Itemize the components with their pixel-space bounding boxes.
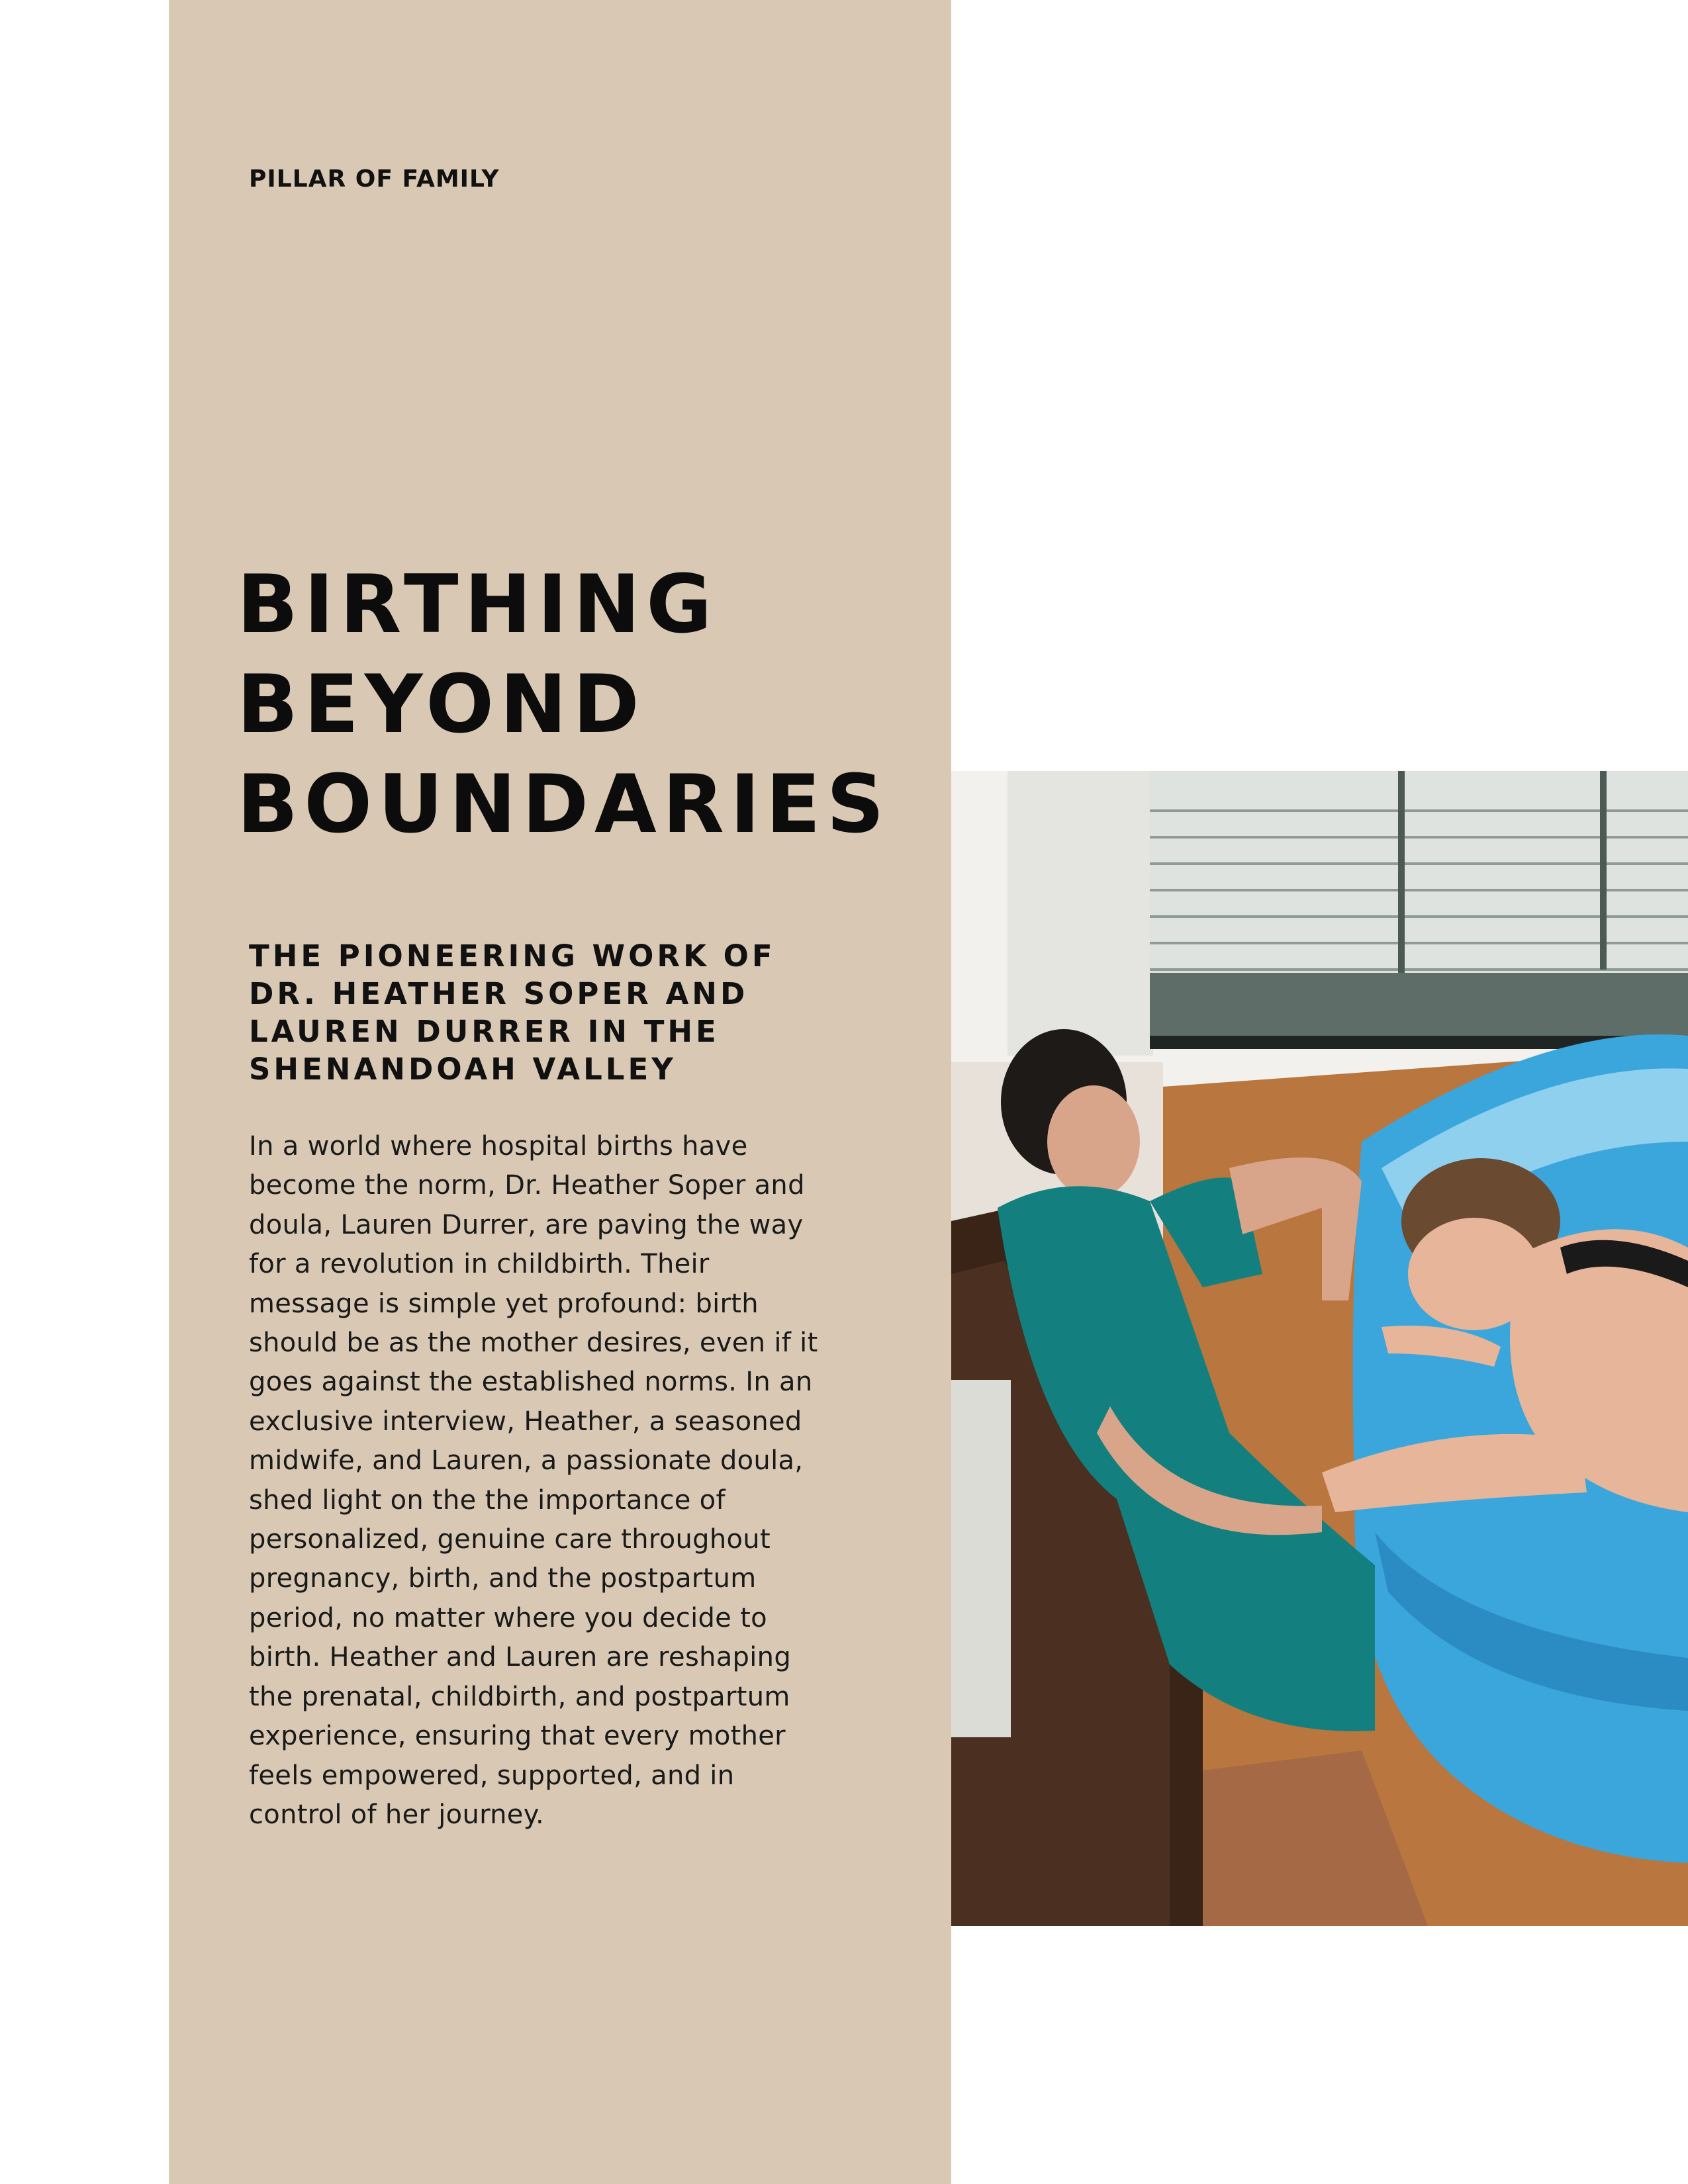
article-body (249, 1127, 924, 1835)
body-line: In a world where hospital births have (249, 1131, 748, 1161)
birth-photo (951, 771, 1688, 1926)
body-line: doula, Lauren Durrer, are paving the way (249, 1209, 804, 1240)
body-line: feels empowered, supported, and in (249, 1760, 735, 1791)
body-line: midwife, and Lauren, a passionate doula, (249, 1445, 804, 1477)
body-line: become the norm, Dr. Heather Soper and (249, 1170, 805, 1201)
body-line: goes against the established norms. In an (249, 1367, 813, 1398)
subheadline-line: DR. HEATHER SOPER AND (249, 976, 749, 1011)
headline-line: BIRTHING (237, 558, 718, 651)
headline-line: BOUNDARIES (237, 758, 890, 851)
body-line: exclusive interview, Heather, a seasoned (249, 1406, 802, 1437)
headline (237, 555, 945, 854)
subheadline-line: LAUREN DURRER IN THE (249, 1014, 720, 1049)
body-line: control of her journey. (249, 1799, 544, 1830)
subheadline (249, 937, 911, 1088)
body-line: the prenatal, childbirth, and postpartum (249, 1681, 790, 1712)
body-line: for a revolution in childbirth. Their (249, 1249, 710, 1280)
body-line: birth. Heather and Lauren are reshaping (249, 1642, 792, 1673)
body-line: experience, ensuring that every mother (249, 1721, 786, 1752)
body-line: message is simple yet profound: birth (249, 1288, 759, 1319)
beige-panel (169, 0, 951, 2184)
body-line: pregnancy, birth, and the postpartum (249, 1563, 757, 1594)
body-line: shed light on the the importance of (249, 1484, 726, 1516)
headline-line: BEYOND (237, 658, 645, 751)
body-line: should be as the mother desires, even if it (249, 1328, 818, 1359)
subheadline-line: THE PIONEERING WORK OF (249, 938, 776, 974)
section-label: PILLAR OF FAMILY (249, 165, 500, 193)
subheadline-line: SHENANDOAH VALLEY (249, 1052, 677, 1087)
body-line: personalized, genuine care throughout (249, 1524, 771, 1555)
body-line: period, no matter where you decide to (249, 1602, 767, 1633)
